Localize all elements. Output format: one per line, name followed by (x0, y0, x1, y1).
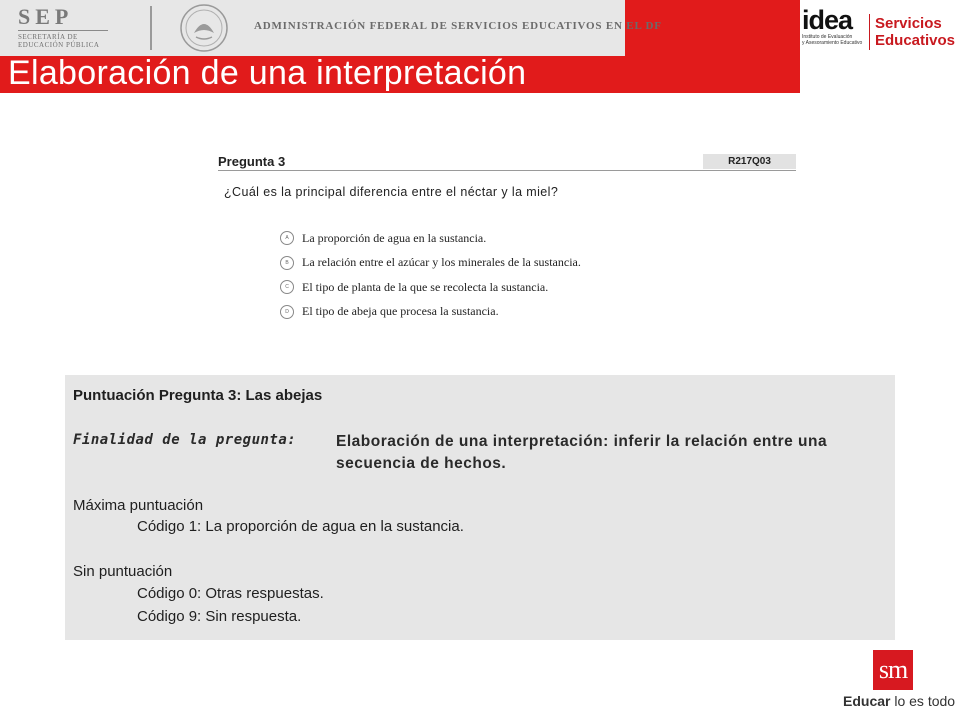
answer-options (280, 226, 581, 324)
idea-logo-subtitle-2: y Asesoramiento Educativo (802, 40, 863, 46)
logo-divider (869, 14, 870, 50)
sep-logo-subtitle-1: SECRETARÍA DE (18, 33, 78, 41)
sm-logo: sm (873, 650, 913, 690)
option-c-text: El tipo de planta de la que se recolecta la sustancia. (302, 279, 549, 294)
option-b (280, 251, 581, 276)
sm-slogan-bold: Educar (843, 693, 891, 709)
sep-logo-word: SEP (18, 4, 74, 29)
servicios-line-1: Servicios (875, 15, 942, 32)
option-c-circle: C (280, 280, 294, 294)
question-text: ¿Cuál es la principal diferencia entre el néctar y la miel? (224, 185, 559, 199)
scoring-box (65, 375, 895, 640)
option-d-text: El tipo de abeja que procesa la sustancia. (302, 304, 499, 319)
servicios-line-2: Educativos (875, 32, 956, 49)
idea-logo-subtitle-1: Instituto de Evaluación (802, 34, 853, 40)
code-0: Código 0: Otras respuestas. (137, 585, 324, 602)
option-b-circle: B (280, 256, 294, 270)
question-header (218, 154, 796, 171)
option-d-circle: D (280, 305, 294, 319)
option-a-circle: A (280, 231, 294, 245)
code-1: Código 1: La proporción de agua en la sustancia. (137, 518, 464, 535)
sep-logo-subtitle-2: EDUCACIÓN PÚBLICA (18, 41, 100, 49)
scoring-title: Puntuación Pregunta 3: Las abejas (73, 387, 323, 404)
page-title: Elaboración de una interpretación (8, 54, 527, 92)
admin-banner-text: ADMINISTRACIÓN FEDERAL DE SERVICIOS EDUCATIVOS EN EL DF (254, 20, 662, 32)
idea-logo (802, 6, 872, 52)
sep-logo (18, 6, 138, 52)
servicios-educativos-label (875, 15, 955, 49)
code-9: Código 9: Sin respuesta. (137, 608, 302, 625)
option-c (280, 275, 581, 300)
option-d (280, 300, 581, 325)
purpose-label: Finalidad de la pregunta: (73, 432, 297, 448)
question-title: Pregunta 3 (218, 154, 286, 169)
sep-banner (0, 0, 662, 56)
idea-logo-word: idea (802, 5, 853, 35)
option-a (280, 226, 581, 251)
option-b-text: La relación entre el azúcar y los minerales de la sustancia. (302, 255, 581, 270)
purpose-text: Elaboración de una interpretación: inferir la relación entre una secuencia de hechos. (336, 433, 828, 472)
sm-slogan-rest: lo es todo (890, 693, 956, 709)
max-score-label: Máxima puntuación (73, 497, 204, 514)
national-seal-icon (172, 3, 236, 53)
no-score-label: Sin puntuación (73, 563, 173, 580)
sep-divider (150, 6, 152, 50)
option-a-text: La proporción de agua en la sustancia. (302, 230, 487, 245)
sm-slogan (843, 693, 955, 709)
question-code: R217Q03 (703, 154, 796, 169)
question-block (218, 154, 796, 319)
